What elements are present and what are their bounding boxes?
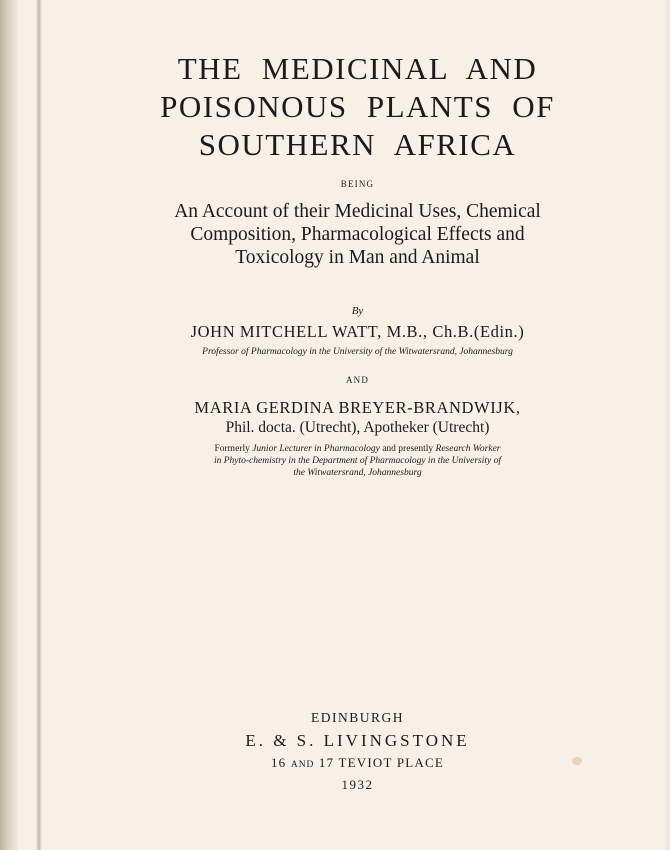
being-label: BEING [340,179,375,189]
imprint-year: 1932 [341,777,374,792]
book-subtitle [100,200,615,269]
aff-research: Research Worker [435,444,501,454]
title-line-1: THE MEDICINAL AND [177,51,538,86]
by-label: By [351,305,364,317]
author-1-affiliation: Professor of Pharmacology in the University of the Witwatersrand, Johannesburg [202,347,513,357]
imprint-address [100,755,615,771]
title-line-3: SOUTHERN AFRICA [198,127,517,162]
subtitle-line-2: Composition, Pharmacological Effects and [190,224,525,245]
aff-lecturer: Junior Lecturer in Pharmacology [252,444,380,454]
imprint-publisher: E. & S. LIVINGSTONE [245,731,470,750]
address-and: AND [290,760,315,770]
book-title [100,50,615,164]
aff-presently: and presently [382,444,434,454]
and-label: AND [345,375,370,385]
address-number-1: 16 [270,755,287,770]
aff-line-3: the Witwatersrand, Johannesburg [293,468,422,478]
book-spine-shadow [0,0,18,850]
author-2-name: MARIA GERDINA BREYER-BRANDWIJK, [194,398,521,417]
page-gutter [36,0,42,850]
aff-formerly: Formerly [214,444,250,454]
aff-line-2: in Phyto-chemistry in the Department of Pharmacology in the University of [213,456,502,466]
subtitle-line-1: An Account of their Medicinal Uses, Chemical [174,201,541,222]
author-2-affiliation [100,443,615,479]
author-1-name: JOHN MITCHELL WATT, M.B., Ch.B.(Edin.) [190,322,525,341]
imprint-city: EDINBURGH [311,710,404,725]
address-rest: 17 TEVIOT PLACE [318,755,445,770]
page-edge [666,0,670,850]
author-2-degrees: Phil. docta. (Utrecht), Apotheker (Utrecht) [225,419,490,436]
title-line-2: POISONOUS PLANTS OF [160,89,555,124]
subtitle-line-3: Toxicology in Man and Animal [235,247,480,268]
